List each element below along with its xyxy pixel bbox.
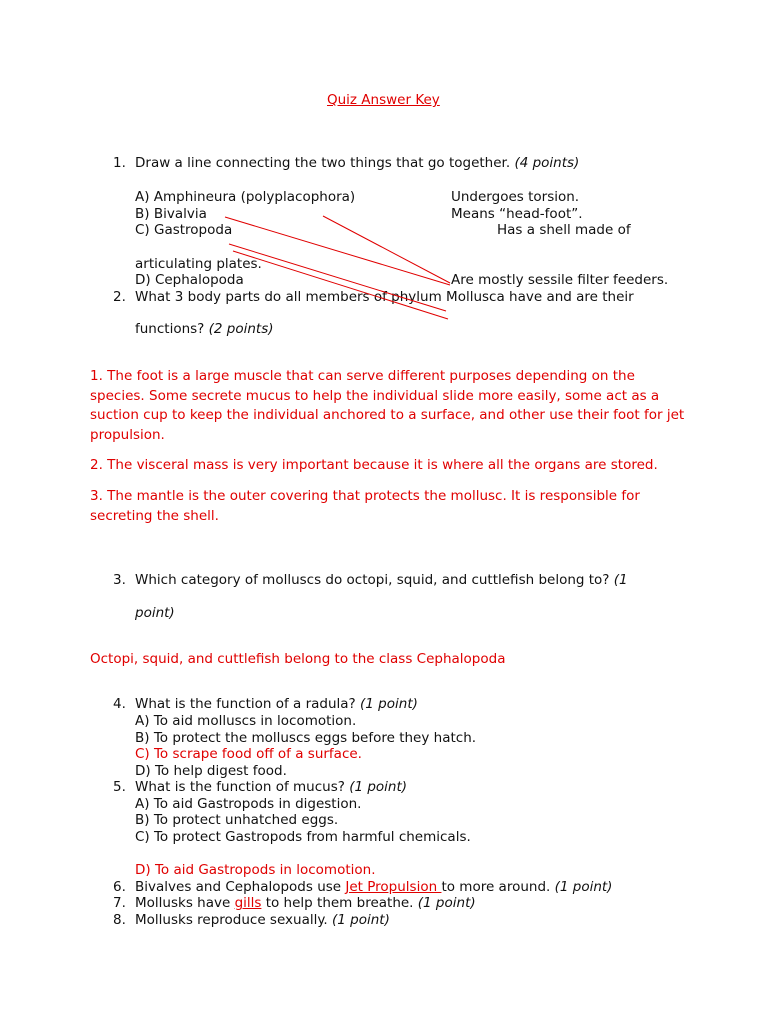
points-label: (4 points) xyxy=(514,155,580,171)
question-number: 4. xyxy=(113,696,126,712)
option-a: A) To aid molluscs in locomotion. xyxy=(135,713,357,729)
option-c: C) To protect Gastropods from harmful chemicals. xyxy=(135,829,471,845)
question-text: What is the function of a radula? (1 point) xyxy=(135,696,418,712)
option-a: A) To aid Gastropods in digestion. xyxy=(135,796,362,812)
question-text: Which category of molluscs do octopi, squid, and cuttlefish belong to? (1 xyxy=(135,572,628,588)
option-b: B) To protect unhatched eggs. xyxy=(135,812,339,828)
match-line-a xyxy=(323,216,450,283)
right-item-1: Undergoes torsion. xyxy=(451,189,580,205)
right-item-3-cont: articulating plates. xyxy=(135,256,262,272)
option-d: D) To help digest food. xyxy=(135,763,287,779)
points-label: (1 point) xyxy=(417,895,476,911)
question-number: 2. xyxy=(113,289,126,305)
points-label: (1 point) xyxy=(349,779,408,795)
answer-foot: 1. The foot is a large muscle that can serve different purposes depending on the species. Some secrete mucus to help the individual slide more easily, some act as a suction cup to keep the individual anchored to a surface, and other use their foot for jet propulsion. xyxy=(90,368,685,443)
question-text: What 3 body parts do all members of phylum Mollusca have and are their xyxy=(135,289,634,305)
question-text: Mollusks reproduce sexually. (1 point) xyxy=(135,912,390,928)
question-number: 8. xyxy=(113,912,126,928)
points-label: (1 point) xyxy=(554,879,613,895)
answer-visceral-mass: 2. The visceral mass is very important because it is where all the organs are stored. xyxy=(90,457,658,473)
left-item-d: D) Cephalopoda xyxy=(135,272,244,288)
match-line-b xyxy=(225,217,450,285)
match-line-c xyxy=(233,251,448,319)
question-text: Mollusks have gills to help them breathe. (1 point) xyxy=(135,895,476,911)
left-item-a: A) Amphineura (polyplacophora) xyxy=(135,189,356,205)
left-item-b: B) Bivalvia xyxy=(135,206,207,222)
points-label: (2 points) xyxy=(208,321,274,337)
points-label: (1 point) xyxy=(332,912,390,928)
option-b: B) To protect the molluscs eggs before they hatch. xyxy=(135,730,477,746)
left-item-c: C) Gastropoda xyxy=(135,222,233,238)
answer-q3: Octopi, squid, and cuttlefish belong to the class Cephalopoda xyxy=(90,651,506,667)
match-line-d xyxy=(229,244,446,311)
page-title: Quiz Answer Key xyxy=(327,92,440,108)
points-label-cont: point) xyxy=(135,605,175,621)
points-label: (1 point) xyxy=(360,696,418,712)
option-c-correct: C) To scrape food off of a surface. xyxy=(135,746,362,762)
answer-blank: Jet Propulsion xyxy=(345,879,442,895)
question-number: 1. xyxy=(113,155,126,171)
right-item-3: Has a shell made of xyxy=(497,222,631,238)
question-number: 6. xyxy=(113,879,126,895)
question-text: What is the function of mucus? (1 point) xyxy=(135,779,408,795)
question-text: Draw a line connecting the two things that go together. (4 points) xyxy=(135,155,580,171)
right-item-2: Means “head-foot”. xyxy=(451,206,583,222)
points-label: (1 xyxy=(613,572,628,588)
question-number: 5. xyxy=(113,779,126,795)
right-item-4: Are mostly sessile filter feeders. xyxy=(451,272,669,288)
question-text: Bivalves and Cephalopods use Jet Propulsion to more around. (1 point) xyxy=(135,879,613,895)
option-d-correct: D) To aid Gastropods in locomotion. xyxy=(135,862,376,878)
answer-mantle: 3. The mantle is the outer covering that protects the mollusc. It is responsible for secreting the shell. xyxy=(90,488,640,524)
question-number: 7. xyxy=(113,895,126,911)
question-text-cont: functions? (2 points) xyxy=(135,321,274,337)
question-number: 3. xyxy=(113,572,126,588)
answer-blank: gills xyxy=(234,895,262,911)
